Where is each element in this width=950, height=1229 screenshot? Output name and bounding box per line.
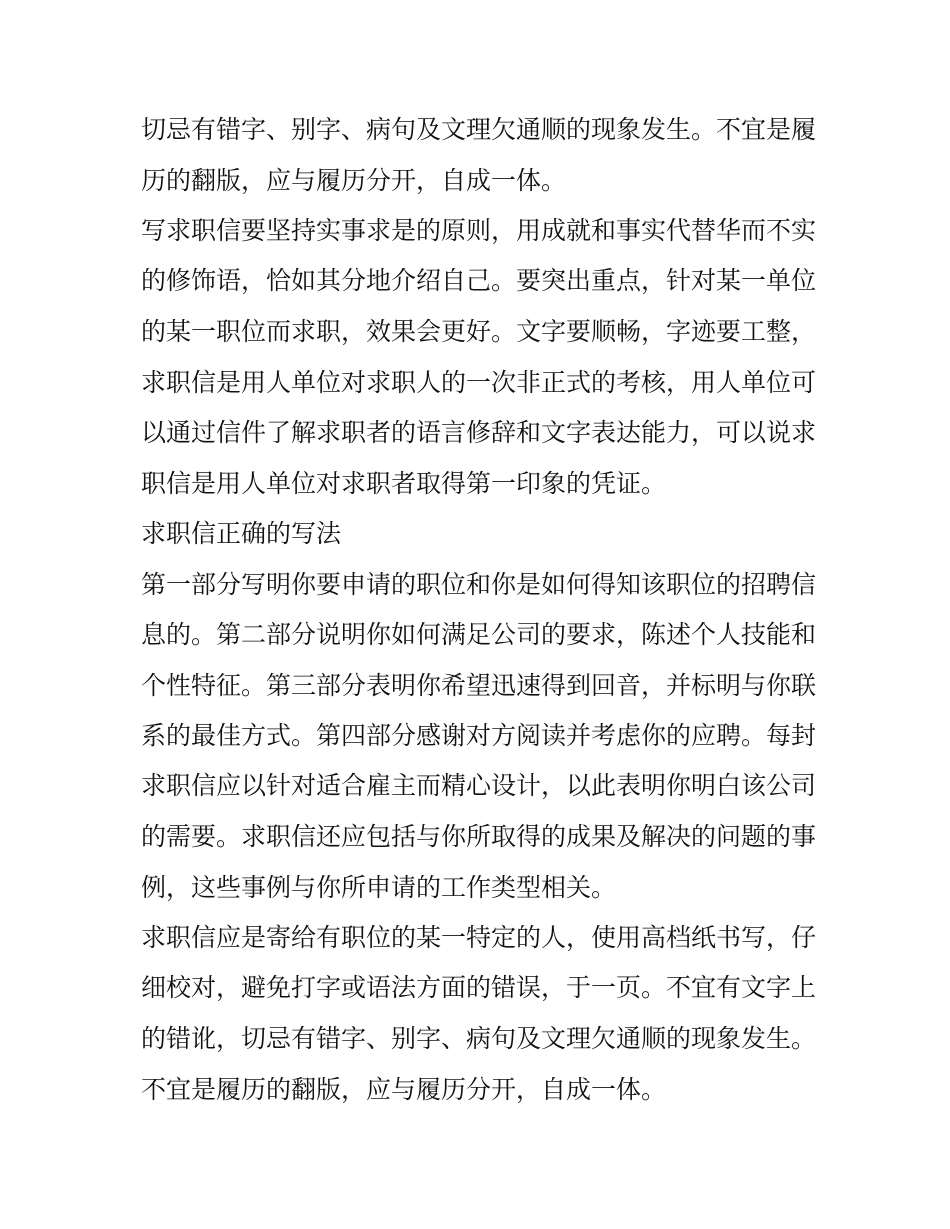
text-line: 个性特征。第三部分表明你希望迅速得到回音，并标明与你联 (141, 671, 817, 700)
text-line: 切忌有错字、别字、病句及文理欠通顺的现象发生。不宜是履 (141, 115, 817, 144)
text-line: 历的翻版，应与履历分开，自成一体。 (141, 166, 567, 195)
text-line: 息的。第二部分说明你如何满足公司的要求，陈述个人技能和 (141, 620, 817, 649)
text-line: 例，这些事例与你所申请的工作类型相关。 (141, 873, 617, 902)
text-line: 以通过信件了解求职者的语言修辞和文字表达能力，可以说求 (141, 418, 817, 447)
text-line: 的修饰语，恰如其分地介绍自己。要突出重点，针对某一单位 (141, 266, 817, 295)
text-line: 求职信应是寄给有职位的某一特定的人，使用高档纸书写，仔 (141, 923, 817, 952)
text-line: 求职信是用人单位对求职人的一次非正式的考核，用人单位可 (141, 368, 817, 397)
text-line: 系的最佳方式。第四部分感谢对方阅读并考虑你的应聘。每封 (141, 721, 817, 750)
text-line: 求职信应以针对适合雇主而精心设计，以此表明你明白该公司 (141, 771, 817, 800)
text-line: 细校对，避免打字或语法方面的错误，于一页。不宜有文字上 (141, 973, 817, 1002)
text-line: 的错讹，切忌有错字、别字、病句及文理欠通顺的现象发生。 (141, 1024, 817, 1053)
section-heading: 求职信正确的写法 (141, 519, 342, 548)
text-line: 的需要。求职信还应包括与你所取得的成果及解决的问题的事 (141, 822, 817, 851)
text-line: 职信是用人单位对求职者取得第一印象的凭证。 (141, 469, 667, 498)
text-line: 第一部分写明你要申请的职位和你是如何得知该职位的招聘信 (141, 570, 817, 599)
text-line: 写求职信要坚持实事求是的原则，用成就和事实代替华而不实 (141, 216, 817, 245)
text-line: 不宜是履历的翻版，应与履历分开，自成一体。 (141, 1075, 667, 1104)
text-line: 的某一职位而求职，效果会更好。文字要顺畅，字迹要工整， (141, 317, 817, 346)
